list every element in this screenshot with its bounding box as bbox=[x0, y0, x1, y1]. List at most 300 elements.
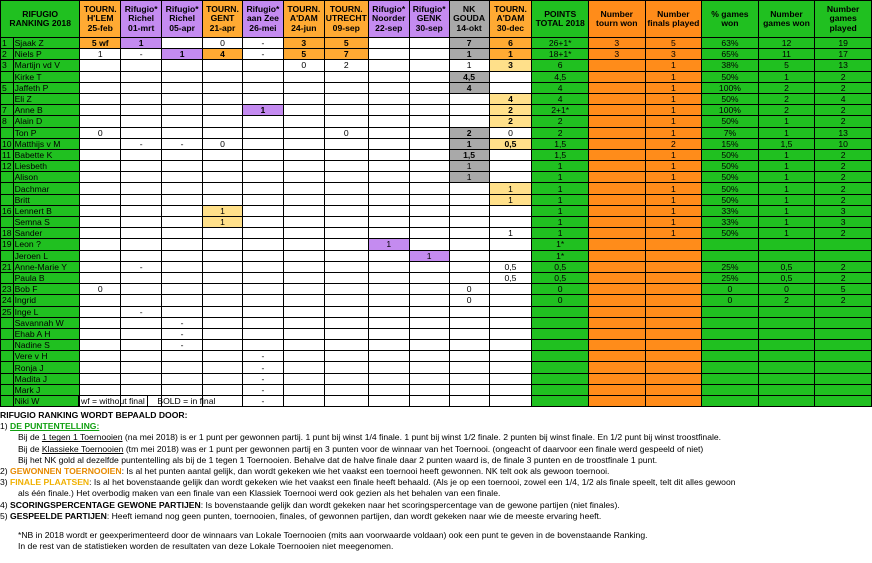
score-cell bbox=[368, 161, 409, 172]
rank-cell: 18 bbox=[2, 228, 12, 239]
score-cell bbox=[409, 217, 449, 228]
score-cell bbox=[283, 306, 324, 317]
rank-cell bbox=[1, 328, 14, 339]
ranking-rules bbox=[0, 402, 872, 552]
text: 1 tegen 1 Toernooien bbox=[41, 432, 123, 443]
rank-cell: 1 bbox=[1, 38, 14, 49]
score-cell bbox=[588, 71, 645, 82]
score-cell bbox=[121, 60, 162, 71]
score-cell: 1* bbox=[532, 250, 589, 261]
rank-cell bbox=[1, 351, 14, 362]
score-cell bbox=[368, 149, 409, 160]
score-cell: 1 bbox=[449, 138, 489, 149]
table-row bbox=[1, 272, 872, 283]
score-cell: 1 bbox=[489, 49, 532, 60]
score-cell bbox=[449, 373, 489, 384]
score-cell: 1 bbox=[489, 183, 532, 194]
score-cell: - bbox=[162, 328, 203, 339]
score-cell bbox=[324, 239, 368, 250]
score-cell bbox=[532, 328, 589, 339]
score-cell bbox=[242, 93, 283, 104]
score-cell: 4 bbox=[449, 82, 489, 93]
table-row bbox=[1, 49, 872, 60]
score-cell: 6 bbox=[532, 60, 589, 71]
text: (tm mei 2018) was er 1 punt per gewonnen partij en 3 punten voor de winnaar van het Toernooi. (ongeacht of daarvoor een finale werd gespeeld of niet) bbox=[123, 443, 704, 454]
score-cell: 2 bbox=[815, 116, 872, 127]
score-cell: 3 bbox=[588, 38, 645, 49]
score-cell bbox=[242, 228, 283, 239]
score-cell bbox=[324, 93, 368, 104]
table-row bbox=[1, 183, 872, 194]
rank-cell: 7 bbox=[1, 105, 14, 116]
rank-cell bbox=[1, 217, 14, 228]
column-header: TOURN. H'LEM 25-feb bbox=[80, 1, 121, 38]
score-cell: 50% bbox=[702, 71, 759, 82]
column-header: Number games played bbox=[815, 1, 872, 38]
score-cell: 1 bbox=[758, 228, 815, 239]
score-cell bbox=[449, 328, 489, 339]
score-cell bbox=[283, 228, 324, 239]
score-cell bbox=[203, 228, 243, 239]
table-row bbox=[1, 105, 872, 116]
score-cell: 3 bbox=[489, 60, 532, 71]
text: Bij de bbox=[18, 443, 42, 454]
score-cell bbox=[409, 172, 449, 183]
player-name: Ingrid bbox=[13, 295, 80, 306]
score-cell: 13 bbox=[815, 60, 872, 71]
rule-title: GESPEELDE PARTIJEN bbox=[10, 510, 107, 521]
score-cell: 1 bbox=[80, 49, 121, 60]
score-cell: 18+1* bbox=[532, 49, 589, 60]
score-cell: 50% bbox=[702, 149, 759, 160]
score-cell: 5 bbox=[645, 38, 702, 49]
score-cell bbox=[702, 351, 759, 362]
score-cell bbox=[409, 116, 449, 127]
player-name: Anne B bbox=[13, 105, 80, 116]
score-cell: 5 bbox=[283, 49, 324, 60]
score-cell: 4 bbox=[203, 49, 243, 60]
score-cell bbox=[162, 351, 203, 362]
score-cell bbox=[203, 295, 243, 306]
score-cell: 2 bbox=[758, 82, 815, 93]
score-cell: - bbox=[242, 396, 283, 407]
score-cell: 7 bbox=[449, 38, 489, 49]
score-cell: 1 bbox=[645, 105, 702, 116]
score-cell bbox=[283, 183, 324, 194]
score-cell: 3 bbox=[645, 49, 702, 60]
table-row bbox=[1, 306, 872, 317]
score-cell bbox=[203, 71, 243, 82]
score-cell bbox=[409, 71, 449, 82]
rank-cell bbox=[1, 127, 14, 138]
score-cell bbox=[645, 328, 702, 339]
score-cell bbox=[702, 239, 759, 250]
score-cell: 1 bbox=[645, 149, 702, 160]
score-cell bbox=[409, 93, 449, 104]
score-cell bbox=[489, 172, 532, 183]
score-cell bbox=[162, 239, 203, 250]
rank-cell: 16 bbox=[2, 205, 12, 216]
score-cell: 0,5 bbox=[758, 261, 815, 272]
score-cell: 15% bbox=[702, 138, 759, 149]
score-cell bbox=[368, 362, 409, 373]
score-cell bbox=[324, 228, 368, 239]
score-cell bbox=[588, 205, 645, 216]
score-cell bbox=[368, 183, 409, 194]
score-cell bbox=[162, 373, 203, 384]
score-cell: - bbox=[121, 306, 162, 317]
score-cell bbox=[489, 161, 532, 172]
score-cell bbox=[121, 205, 162, 216]
score-cell bbox=[242, 317, 283, 328]
score-cell bbox=[80, 306, 121, 317]
score-cell bbox=[409, 194, 449, 205]
score-cell: 0 bbox=[449, 295, 489, 306]
score-cell: 3 bbox=[815, 217, 872, 228]
rule-number: 4) bbox=[0, 499, 8, 510]
score-cell bbox=[324, 105, 368, 116]
score-cell bbox=[409, 239, 449, 250]
score-cell bbox=[283, 295, 324, 306]
score-cell: 1 bbox=[645, 127, 702, 138]
score-cell: 1 bbox=[449, 60, 489, 71]
score-cell bbox=[242, 272, 283, 283]
score-cell bbox=[80, 228, 121, 239]
score-cell: 1 bbox=[532, 194, 589, 205]
score-cell bbox=[324, 295, 368, 306]
score-cell bbox=[121, 272, 162, 283]
score-cell: - bbox=[242, 49, 283, 60]
player-name: Alison bbox=[13, 172, 80, 183]
score-cell bbox=[368, 351, 409, 362]
score-cell bbox=[162, 105, 203, 116]
rule-5 bbox=[0, 511, 872, 522]
score-cell: 1 bbox=[532, 205, 589, 216]
score-cell: 2 bbox=[815, 149, 872, 160]
score-cell bbox=[645, 306, 702, 317]
score-cell: 2 bbox=[449, 127, 489, 138]
score-cell bbox=[203, 149, 243, 160]
score-cell: 5 bbox=[324, 38, 368, 49]
score-cell bbox=[121, 228, 162, 239]
score-cell: 1 bbox=[758, 71, 815, 82]
score-cell bbox=[645, 384, 702, 395]
score-cell bbox=[324, 183, 368, 194]
rank-cell bbox=[1, 93, 14, 104]
score-cell bbox=[283, 272, 324, 283]
score-cell: 19 bbox=[815, 38, 872, 49]
score-cell bbox=[242, 284, 283, 295]
score-cell bbox=[645, 373, 702, 384]
score-cell bbox=[242, 172, 283, 183]
text: : Heeft iemand nog geen punten, toernooien, finales, of gewonnen partijen, dan wordt gekeken naar wie de meeste ervaring heeft. bbox=[106, 510, 602, 521]
score-cell bbox=[80, 250, 121, 261]
player-name: Martijn vd V bbox=[13, 60, 80, 71]
score-cell: 1 bbox=[449, 161, 489, 172]
score-cell bbox=[242, 82, 283, 93]
score-cell bbox=[162, 228, 203, 239]
score-cell bbox=[203, 328, 243, 339]
score-cell: 0,5 bbox=[489, 138, 532, 149]
rank-cell bbox=[1, 194, 14, 205]
table-row bbox=[1, 38, 872, 49]
score-cell bbox=[162, 384, 203, 395]
score-cell bbox=[368, 82, 409, 93]
score-cell: 50% bbox=[702, 161, 759, 172]
score-cell bbox=[645, 317, 702, 328]
score-cell bbox=[242, 194, 283, 205]
table-row bbox=[1, 228, 872, 239]
score-cell bbox=[449, 194, 489, 205]
score-cell bbox=[121, 328, 162, 339]
rule-number: 3) bbox=[0, 477, 8, 488]
score-cell bbox=[162, 82, 203, 93]
player-name: Sjaak Z bbox=[13, 38, 80, 49]
score-cell: 1,5 bbox=[532, 149, 589, 160]
score-cell bbox=[588, 272, 645, 283]
rule-title: DE PUNTENTELLING: bbox=[10, 421, 100, 432]
score-cell bbox=[588, 362, 645, 373]
score-cell bbox=[283, 217, 324, 228]
score-cell bbox=[203, 261, 243, 272]
score-cell: 2 bbox=[815, 105, 872, 116]
score-cell bbox=[368, 250, 409, 261]
score-cell bbox=[409, 317, 449, 328]
score-cell bbox=[121, 373, 162, 384]
score-cell bbox=[203, 161, 243, 172]
score-cell bbox=[702, 384, 759, 395]
score-cell bbox=[324, 284, 368, 295]
score-cell bbox=[162, 362, 203, 373]
score-cell bbox=[283, 362, 324, 373]
score-cell bbox=[162, 161, 203, 172]
score-cell bbox=[532, 317, 589, 328]
score-cell: 1 bbox=[449, 172, 489, 183]
player-name: Niki W bbox=[13, 396, 80, 407]
table-row bbox=[1, 384, 872, 395]
nb-note-1: *NB in 2018 wordt er geexperimenteerd door de winnaars van Lokale Toernooien (mits aan voorwaarde voldaan) ook een punt te geven in de bovenstaande Ranking. bbox=[18, 530, 648, 541]
score-cell bbox=[532, 362, 589, 373]
rank-cell bbox=[1, 317, 14, 328]
score-cell: 2 bbox=[815, 228, 872, 239]
score-cell bbox=[588, 239, 645, 250]
score-cell bbox=[80, 362, 121, 373]
column-header: Number finals played bbox=[645, 1, 702, 38]
score-cell bbox=[588, 105, 645, 116]
table-row bbox=[1, 93, 872, 104]
player-name: Semna S bbox=[13, 217, 80, 228]
score-cell bbox=[283, 149, 324, 160]
score-cell bbox=[162, 71, 203, 82]
player-name: Ronja J bbox=[13, 362, 80, 373]
column-header: TOURN. UTRECHT 09-sep bbox=[324, 1, 368, 38]
score-cell bbox=[121, 295, 162, 306]
score-cell bbox=[162, 172, 203, 183]
score-cell bbox=[702, 306, 759, 317]
score-cell: 1 bbox=[532, 172, 589, 183]
score-cell bbox=[409, 295, 449, 306]
rank-cell: 3 bbox=[1, 60, 14, 71]
score-cell: 2 bbox=[758, 93, 815, 104]
score-cell: 1 bbox=[758, 172, 815, 183]
score-cell bbox=[489, 71, 532, 82]
table-row bbox=[1, 116, 872, 127]
score-cell bbox=[449, 239, 489, 250]
score-cell bbox=[283, 205, 324, 216]
score-cell bbox=[121, 71, 162, 82]
score-cell: 100% bbox=[702, 105, 759, 116]
score-cell bbox=[80, 217, 121, 228]
score-cell bbox=[645, 261, 702, 272]
player-name: Dachmar bbox=[13, 183, 80, 194]
score-cell bbox=[449, 272, 489, 283]
score-cell bbox=[283, 138, 324, 149]
score-cell bbox=[242, 340, 283, 351]
score-cell bbox=[368, 373, 409, 384]
score-cell bbox=[368, 261, 409, 272]
score-cell bbox=[80, 149, 121, 160]
score-cell bbox=[702, 317, 759, 328]
score-cell bbox=[324, 194, 368, 205]
score-cell: 2 bbox=[758, 295, 815, 306]
score-cell: 2+1* bbox=[532, 105, 589, 116]
score-cell bbox=[80, 71, 121, 82]
score-cell bbox=[489, 217, 532, 228]
score-cell: 2 bbox=[815, 82, 872, 93]
column-header: TOURN. A'DAM 30-dec bbox=[489, 1, 532, 38]
score-cell: 4,5 bbox=[449, 71, 489, 82]
player-name: Eli Z bbox=[13, 93, 80, 104]
score-cell bbox=[121, 340, 162, 351]
score-cell bbox=[588, 149, 645, 160]
score-cell bbox=[121, 250, 162, 261]
score-cell bbox=[242, 239, 283, 250]
score-cell bbox=[409, 284, 449, 295]
score-cell bbox=[588, 93, 645, 104]
score-cell bbox=[449, 250, 489, 261]
score-cell: 1 bbox=[758, 194, 815, 205]
score-cell bbox=[80, 272, 121, 283]
score-cell: 25% bbox=[702, 261, 759, 272]
score-cell: 2 bbox=[324, 60, 368, 71]
score-cell bbox=[489, 373, 532, 384]
score-cell: 4 bbox=[532, 82, 589, 93]
score-cell bbox=[702, 250, 759, 261]
player-name: Sander bbox=[13, 228, 80, 239]
rank-cell bbox=[1, 340, 14, 351]
score-cell bbox=[588, 317, 645, 328]
score-cell: 1 bbox=[645, 183, 702, 194]
score-cell bbox=[702, 328, 759, 339]
score-cell bbox=[368, 138, 409, 149]
score-cell bbox=[588, 172, 645, 183]
score-cell: 1 bbox=[645, 71, 702, 82]
table-row bbox=[1, 138, 872, 149]
score-cell bbox=[203, 272, 243, 283]
score-cell bbox=[242, 71, 283, 82]
score-cell: 0 bbox=[489, 127, 532, 138]
score-cell bbox=[489, 82, 532, 93]
score-cell: 1 bbox=[489, 194, 532, 205]
score-cell bbox=[815, 373, 872, 384]
score-cell: 5 bbox=[758, 60, 815, 71]
score-cell: 63% bbox=[702, 38, 759, 49]
score-cell bbox=[242, 138, 283, 149]
score-cell bbox=[368, 116, 409, 127]
score-cell bbox=[324, 250, 368, 261]
score-cell: 1 bbox=[121, 38, 162, 49]
score-cell bbox=[203, 306, 243, 317]
score-cell: 1,5 bbox=[449, 149, 489, 160]
player-name: Anne-Marie Y bbox=[13, 261, 80, 272]
rank-cell: 12 bbox=[2, 161, 12, 172]
score-cell bbox=[80, 205, 121, 216]
score-cell bbox=[121, 82, 162, 93]
rule-3b: als één finale.) Het overbodig maken van een finale van een Klassiek Toernooi werd ook gezien als het behalen van een finale. bbox=[18, 488, 501, 499]
score-cell bbox=[80, 194, 121, 205]
score-cell: 0 bbox=[203, 38, 243, 49]
score-cell bbox=[324, 205, 368, 216]
score-cell bbox=[409, 205, 449, 216]
score-cell bbox=[203, 127, 243, 138]
rank-cell: 11 bbox=[1, 149, 14, 160]
score-cell: 0 bbox=[532, 284, 589, 295]
score-cell bbox=[588, 60, 645, 71]
text: : Is bovenstaande gelijk dan wordt gekeken naar het scoringspercentage van de gewone partijen (niet finales). bbox=[200, 499, 620, 510]
score-cell: 0 bbox=[80, 284, 121, 295]
score-cell bbox=[203, 116, 243, 127]
score-cell bbox=[283, 340, 324, 351]
score-cell bbox=[283, 93, 324, 104]
score-cell: 65% bbox=[702, 49, 759, 60]
table-row bbox=[1, 149, 872, 160]
score-cell: 1 bbox=[758, 217, 815, 228]
score-cell bbox=[203, 317, 243, 328]
rule-1 bbox=[0, 421, 872, 432]
rule-title: SCORINGSPERCENTAGE GEWONE PARTIJEN bbox=[10, 499, 201, 510]
score-cell bbox=[489, 351, 532, 362]
score-cell bbox=[368, 284, 409, 295]
score-cell bbox=[203, 105, 243, 116]
table-row bbox=[1, 261, 872, 272]
score-cell bbox=[203, 93, 243, 104]
score-cell bbox=[588, 250, 645, 261]
score-cell bbox=[489, 317, 532, 328]
score-cell bbox=[242, 161, 283, 172]
rank-cell: 21 bbox=[2, 261, 12, 272]
score-cell: 2 bbox=[489, 105, 532, 116]
score-cell bbox=[588, 328, 645, 339]
score-cell bbox=[368, 172, 409, 183]
score-cell bbox=[815, 362, 872, 373]
score-cell bbox=[815, 317, 872, 328]
score-cell: 0,5 bbox=[532, 261, 589, 272]
score-cell bbox=[758, 328, 815, 339]
score-cell: - bbox=[242, 351, 283, 362]
table-row bbox=[1, 362, 872, 373]
score-cell bbox=[409, 49, 449, 60]
table-row bbox=[1, 60, 872, 71]
score-cell: 2 bbox=[815, 261, 872, 272]
score-cell bbox=[324, 384, 368, 395]
score-cell bbox=[162, 149, 203, 160]
score-cell: 2 bbox=[758, 105, 815, 116]
table-row bbox=[1, 217, 872, 228]
score-cell: 2 bbox=[489, 116, 532, 127]
score-cell bbox=[449, 205, 489, 216]
score-cell bbox=[242, 250, 283, 261]
score-cell bbox=[324, 217, 368, 228]
